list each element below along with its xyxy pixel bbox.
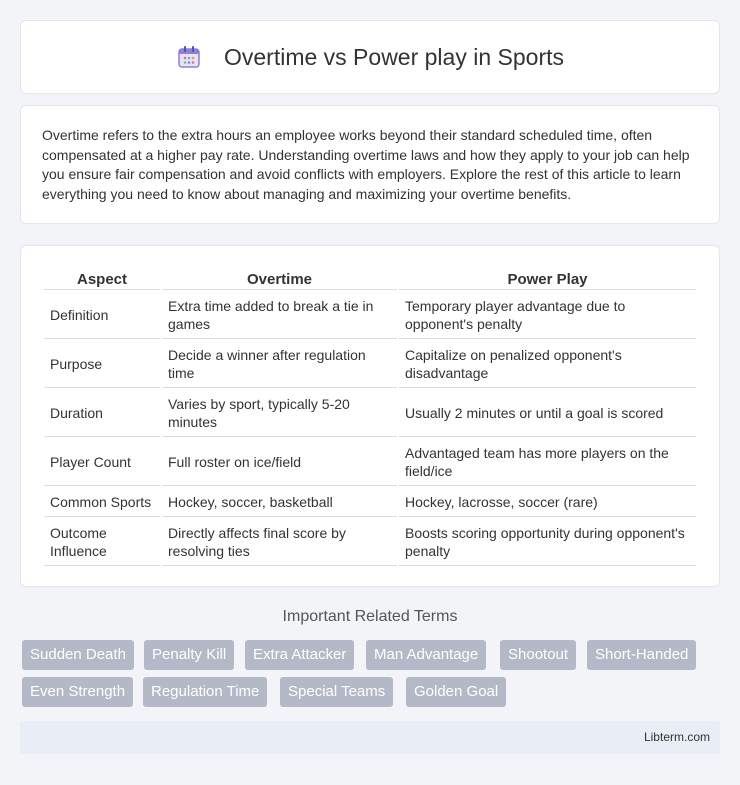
tag-regulation-time[interactable]: Regulation Time (143, 677, 267, 707)
header-card (20, 20, 720, 94)
tag-even-strength[interactable]: Even Strength (22, 677, 133, 707)
footer-site-link[interactable]: Libterm.com (643, 730, 710, 744)
cell-aspect: Duration (44, 390, 160, 437)
cell-overtime: Hockey, soccer, basketball (162, 488, 397, 517)
cell-overtime: Extra time added to break a tie in games (162, 292, 397, 339)
tag-special-teams[interactable]: Special Teams (280, 677, 393, 707)
cell-overtime: Full roster on ice/field (162, 439, 397, 486)
cell-power-play: Capitalize on penalized opponent's disadvantage (399, 341, 696, 388)
tag-golden-goal[interactable]: Golden Goal (406, 677, 506, 707)
cell-overtime: Decide a winner after regulation time (162, 341, 397, 388)
page-title: Overtime vs Power play in Sports (223, 43, 564, 70)
table-row (44, 439, 696, 486)
table-row (44, 488, 696, 517)
cell-power-play: Usually 2 minutes or until a goal is scored (399, 390, 696, 437)
calendar-icon (176, 44, 202, 70)
cell-aspect: Purpose (44, 341, 160, 388)
header-aspect: Aspect (44, 268, 160, 290)
cell-aspect: Common Sports (44, 488, 160, 517)
tag-short-handed[interactable]: Short-Handed (587, 640, 696, 670)
cell-aspect: Outcome Influence (44, 519, 160, 566)
related-terms-title: Important Related Terms (282, 608, 458, 625)
intro-text: Overtime refers to the extra hours an employee works beyond their standard scheduled time, often compensated at a higher pay rate. Understanding overtime laws and how they apply to your job can help you ensure fair compensation and avoid conflicts with employers. Explore the rest of this article to learn everything you need to know about managing and maximizing your overtime benefits. (42, 127, 690, 202)
comparison-card (20, 245, 720, 587)
tag-extra-attacker[interactable]: Extra Attacker (245, 640, 354, 670)
tag-shootout[interactable]: Shootout (500, 640, 576, 670)
cell-overtime: Varies by sport, typically 5-20 minutes (162, 390, 397, 437)
table-row (44, 292, 696, 339)
intro-card (20, 105, 720, 224)
footer (20, 721, 720, 754)
table-row (44, 390, 696, 437)
header-power-play: Power Play (399, 268, 696, 290)
cell-power-play: Temporary player advantage due to opponent's penalty (399, 292, 696, 339)
tag-sudden-death[interactable]: Sudden Death (22, 640, 134, 670)
cell-aspect: Definition (44, 292, 160, 339)
cell-power-play: Hockey, lacrosse, soccer (rare) (399, 488, 696, 517)
comparison-table (42, 266, 698, 568)
tag-penalty-kill[interactable]: Penalty Kill (144, 640, 234, 670)
cell-aspect: Player Count (44, 439, 160, 486)
header-overtime: Overtime (162, 268, 397, 290)
cell-overtime: Directly affects final score by resolving ties (162, 519, 397, 566)
tag-man-advantage[interactable]: Man Advantage (366, 640, 486, 670)
table-row (44, 519, 696, 566)
table-row (44, 341, 696, 388)
cell-power-play: Boosts scoring opportunity during opponent's penalty (399, 519, 696, 566)
cell-power-play: Advantaged team has more players on the field/ice (399, 439, 696, 486)
